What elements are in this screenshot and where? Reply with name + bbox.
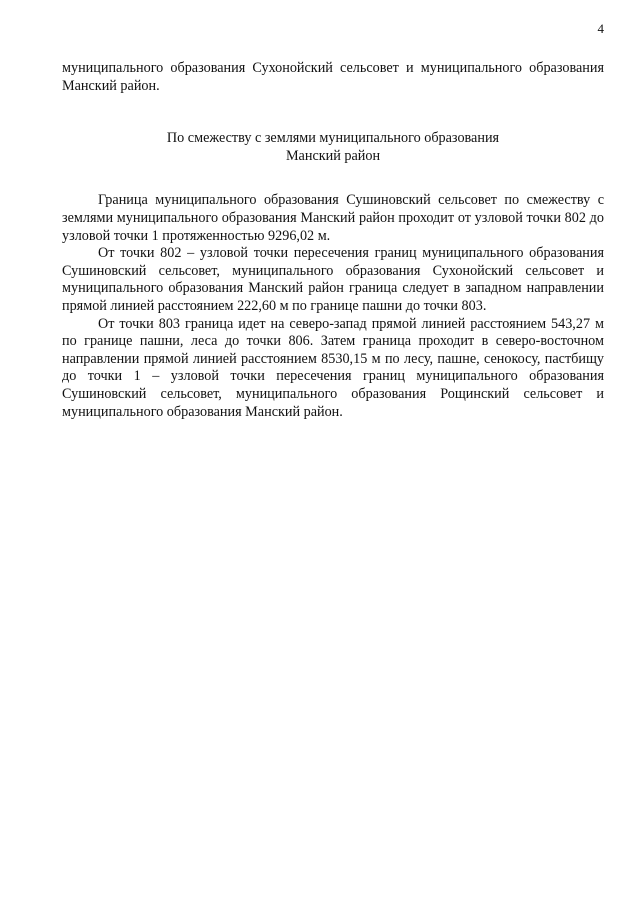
paragraph-1: Граница муниципального образования Сушиновский сельсовет по смежеству с землями муниципального образования Манский район проходит от узловой точки 802 до узловой точки 1 протяженностью 9296,02 м. bbox=[62, 192, 604, 244]
paragraph-3: От точки 803 граница идет на северо-запад прямой линией расстоянием 543,27 м по границе пашни, леса до точки 806. Затем граница проходит в северо-восточном направлении прямой линией расстоянием 8530,15 м по лесу, пашне, сенокосу, пастбищу до точки 1 – узловой точки пересечения границ муниципального образования Сушиновский сельсовет, муниципального образования Рощинский сельсовет и муниципального образования Манский район. bbox=[62, 315, 604, 420]
page-number: 4 bbox=[597, 21, 604, 36]
intro-paragraph: муниципального образования Сухонойский сельсовет и муниципального образования Манский район. bbox=[62, 60, 604, 94]
section-spacer bbox=[62, 165, 604, 192]
section-heading bbox=[62, 130, 604, 165]
section-heading-line-2: Манский район bbox=[285, 147, 381, 164]
document-body bbox=[62, 60, 604, 421]
paragraph-2: От точки 802 – узловой точки пересечения границ муниципального образования Сушиновский сельсовет, муниципального образования Сухонойский сельсовет и муниципального образования Манский район граница следует в западном направлении прямой линией расстоянием 222,60 м по границе пашни до точки 803. bbox=[62, 245, 604, 314]
section-heading-line-1: По смежеству с землями муниципального образования bbox=[166, 130, 500, 147]
